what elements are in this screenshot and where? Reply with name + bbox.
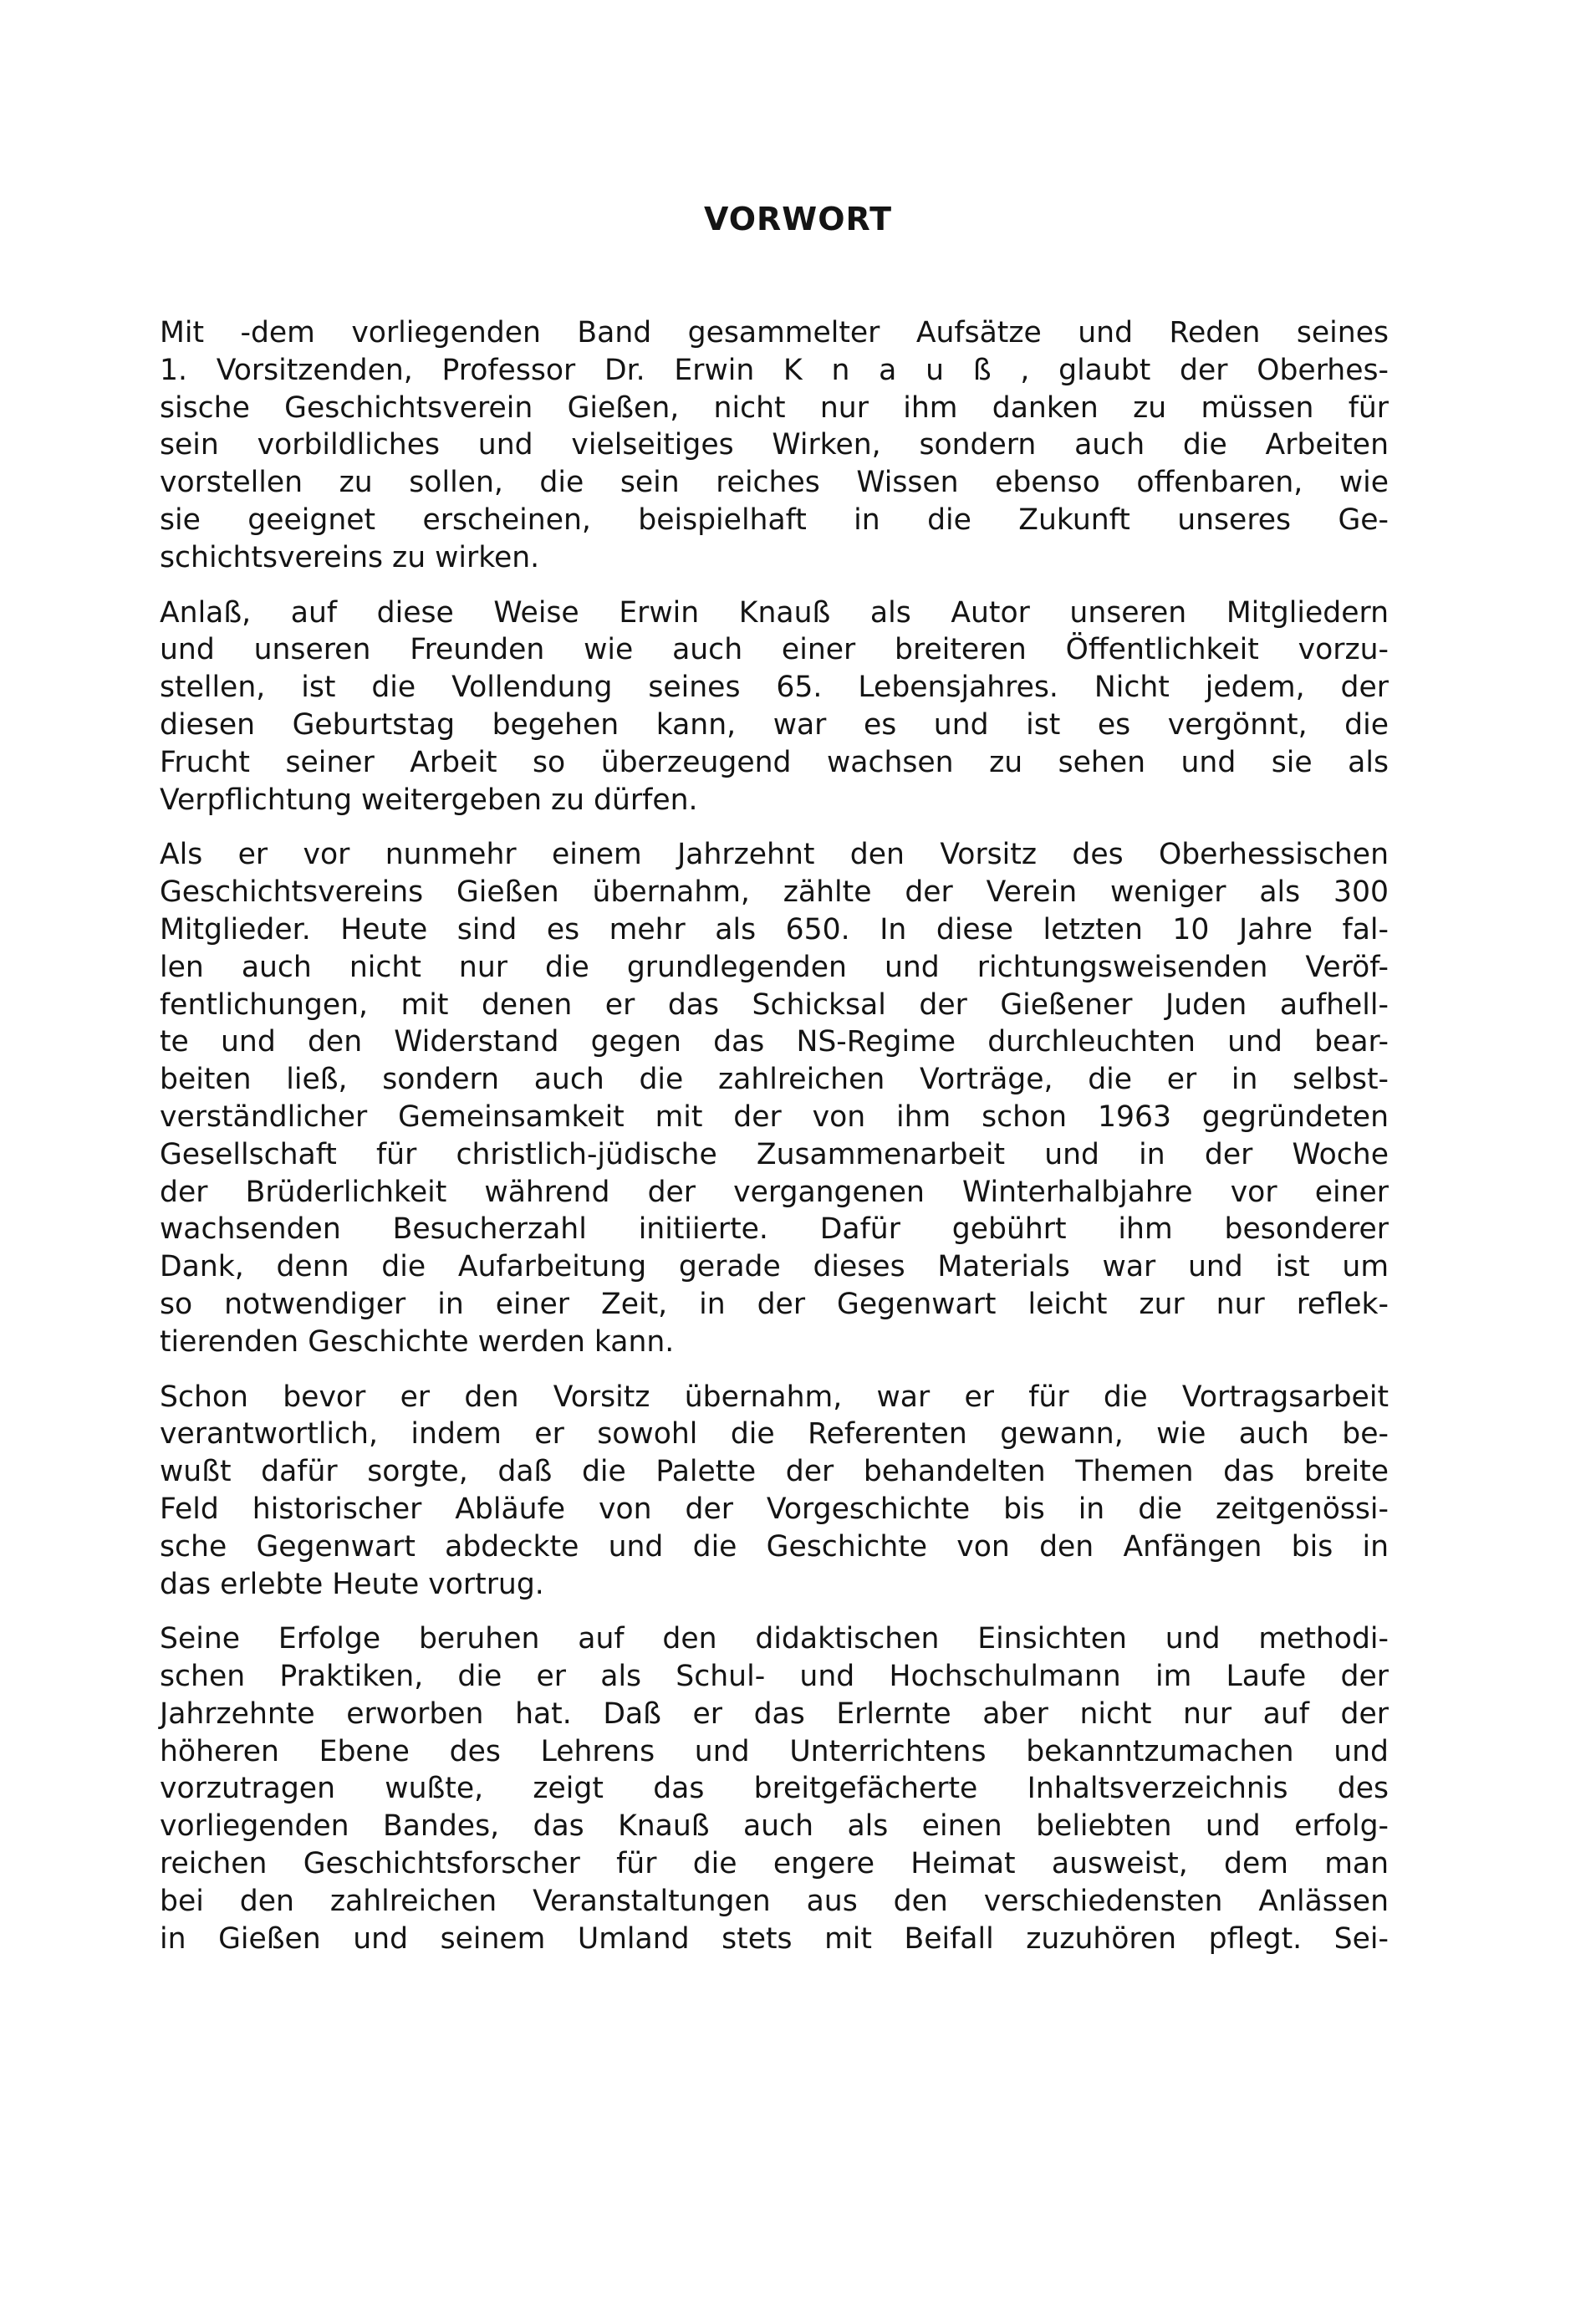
- text-line: und unseren Freunden wie auch einer breiteren Öffentlichkeit vorzu-: [160, 633, 1389, 667]
- paragraph: [160, 594, 1389, 819]
- text-line: sche Gegenwart abdeckte und die Geschichte von den Anfängen bis in: [160, 1529, 1389, 1564]
- text-line: sische Geschichtsverein Gießen, nicht nur ihm danken zu müssen für: [160, 390, 1389, 425]
- text-line: diesen Geburtstag begehen kann, war es und ist es vergönnt, die: [160, 707, 1389, 742]
- text-line: vorstellen zu sollen, die sein reiches Wissen ebenso offenbaren, wie: [160, 466, 1389, 500]
- text-line: stellen, ist die Vollendung seines 65. Lebensjahres. Nicht jedem, der: [160, 671, 1389, 705]
- text-line: beiten ließ, sondern auch die zahlreichen Vorträge, die er in selbst-: [160, 1063, 1389, 1097]
- text-line: der Brüderlichkeit während der vergangenen Winterhalbjahre vor einer: [160, 1175, 1389, 1209]
- text-line: Gesellschaft für christlich-jüdische Zusammenarbeit und in der Woche: [160, 1137, 1389, 1171]
- text-line: Geschichtsvereins Gießen übernahm, zählte der Verein weniger als 300: [160, 875, 1389, 910]
- document-body: [160, 314, 1389, 1975]
- text-line: wachsenden Besucherzahl initiierte. Dafür gebührt ihm besonderer: [160, 1212, 1389, 1247]
- text-line: das erlebte Heute vortrug.: [160, 1567, 544, 1601]
- text-line: len auch nicht nur die grundlegenden und richtungsweisenden Veröf-: [160, 950, 1389, 984]
- text-line: verständlicher Gemeinsamkeit mit der von ihm schon 1963 gegründeten: [160, 1099, 1389, 1134]
- text-line: reichen Geschichtsforscher für die engere Heimat ausweist, dem man: [160, 1847, 1389, 1881]
- text-line: höheren Ebene des Lehrens und Unterrichtens bekanntzumachen und: [160, 1734, 1389, 1768]
- text-line: verantwortlich, indem er sowohl die Referenten gewann, wie auch be-: [160, 1417, 1389, 1452]
- text-line: 1. Vorsitzenden, Professor Dr. Erwin K n a u ß , glaubt der Oberhes-: [160, 353, 1389, 387]
- text-line: vorliegenden Bandes, das Knauß auch als einen beliebten und erfolg-: [160, 1809, 1389, 1844]
- page-title: VORWORT: [704, 201, 892, 237]
- text-line: schichtsvereins zu wirken.: [160, 540, 540, 574]
- text-line: Mitglieder. Heute sind es mehr als 650. In diese letzten 10 Jahre fal-: [160, 912, 1389, 946]
- text-line: Feld historischer Abläufe von der Vorgeschichte bis in die zeitgenössi-: [160, 1492, 1389, 1526]
- text-line: sein vorbildliches und vielseitiges Wirken, sondern auch die Arbeiten: [160, 428, 1389, 462]
- text-line: te und den Widerstand gegen das NS-Regime durchleuchten und bear-: [160, 1025, 1389, 1059]
- text-line: tierenden Geschichte werden kann.: [160, 1324, 675, 1359]
- text-line: Jahrzehnte erworben hat. Daß er das Erlernte aber nicht nur auf der: [160, 1696, 1389, 1731]
- text-line: Anlaß, auf diese Weise Erwin Knauß als Autor unseren Mitgliedern: [160, 595, 1389, 630]
- text-line: bei den zahlreichen Veranstaltungen aus den verschiedensten Anlässen: [160, 1884, 1389, 1918]
- text-line: so notwendiger in einer Zeit, in der Gegenwart leicht zur nur reflek-: [160, 1287, 1389, 1321]
- text-line: Verpflichtung weitergeben zu dürfen.: [160, 783, 698, 817]
- text-line: wußt dafür sorgte, daß die Palette der behandelten Themen das breite: [160, 1455, 1389, 1489]
- text-line: sie geeignet erscheinen, beispielhaft in die Zukunft unseres Ge-: [160, 503, 1389, 537]
- paragraph: [160, 836, 1389, 1360]
- text-line: Frucht seiner Arbeit so überzeugend wachsen zu sehen und sie als: [160, 745, 1389, 779]
- text-line: Schon bevor er den Vorsitz übernahm, war er für die Vortragsarbeit: [160, 1380, 1389, 1414]
- text-line: vorzutragen wußte, zeigt das breitgefächerte Inhaltsverzeichnis des: [160, 1772, 1389, 1806]
- text-line: schen Praktiken, die er als Schul- und Hochschulmann im Laufe der: [160, 1660, 1389, 1694]
- paragraph: [160, 1379, 1389, 1604]
- text-line: Mit -dem vorliegenden Band gesammelter Aufsätze und Reden seines: [160, 316, 1389, 349]
- paragraph: [160, 1620, 1389, 1957]
- text-line: Dank, denn die Aufarbeitung gerade dieses Materials war und ist um: [160, 1250, 1389, 1284]
- text-line: Als er vor nunmehr einem Jahrzehnt den Vorsitz des Oberhessischen: [160, 838, 1389, 872]
- text-line: Seine Erfolge beruhen auf den didaktischen Einsichten und methodi-: [160, 1622, 1389, 1656]
- text-line: in Gießen und seinem Umland stets mit Beifall zuzuhören pflegt. Sei-: [160, 1921, 1389, 1956]
- text-line: fentlichungen, mit denen er das Schicksal der Gießener Juden aufhell-: [160, 987, 1389, 1022]
- paragraph: [160, 314, 1389, 577]
